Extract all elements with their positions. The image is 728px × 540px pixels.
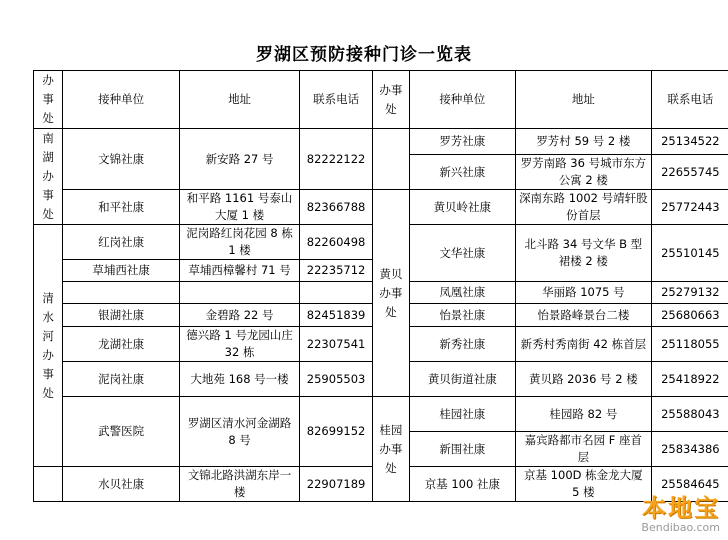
watermark-url: Bendibao.com [641, 521, 720, 534]
address-cell: 深南东路 1002 号靖轩股份首层 [516, 190, 652, 225]
clinic-table [33, 70, 728, 502]
district-cell: 清水河办事处 [34, 225, 63, 467]
phone-cell: 25772443 [651, 190, 728, 225]
address-cell: 文锦北路洪湖东岸一楼 [180, 467, 300, 502]
unit-cell: 红岗社康 [63, 225, 180, 260]
district-cell: 南湖办事处 [34, 129, 63, 225]
phone-cell: 22235712 [300, 260, 373, 282]
address-cell: 罗芳南路 36 号城市东方公寓 2 楼 [516, 155, 652, 190]
header-district: 办事处 [373, 71, 410, 129]
phone-cell: 25680663 [651, 304, 728, 327]
unit-cell: 新兴社康 [409, 155, 515, 190]
unit-cell: 桂园社康 [409, 397, 515, 432]
phone-cell: 25279132 [651, 282, 728, 304]
address-cell: 华丽路 1075 号 [516, 282, 652, 304]
phone-cell: 25418922 [651, 362, 728, 397]
phone-cell: 22907189 [300, 467, 373, 502]
watermark-logo: 本地宝 [642, 494, 720, 522]
phone-cell: 25584645 [651, 467, 728, 502]
unit-cell: 银湖社康 [63, 304, 180, 327]
address-cell: 嘉宾路都市名园 F 座首层 [516, 432, 652, 467]
unit-cell: 文华社康 [409, 225, 515, 282]
address-cell: 北斗路 34 号文华 B 型裙楼 2 楼 [516, 225, 652, 282]
unit-cell: 龙湖社康 [63, 327, 180, 362]
address-cell: 京基 100D 栋金龙大厦 5 楼 [516, 467, 652, 502]
unit-cell: 京基 100 社康 [409, 467, 515, 502]
district-cell: 黄贝办事处 [373, 190, 410, 397]
unit-cell: 文锦社康 [63, 129, 180, 190]
phone-cell: 82699152 [300, 397, 373, 467]
district-cell: 桂园办事处 [373, 397, 410, 502]
phone-cell: 25588043 [651, 397, 728, 432]
phone-cell: 25834386 [651, 432, 728, 467]
address-cell: 新秀村秀南街 42 栋首层 [516, 327, 652, 362]
unit-cell: 新秀社康 [409, 327, 515, 362]
address-cell: 怡景路峰景台二楼 [516, 304, 652, 327]
phone-cell: 25134522 [651, 129, 728, 155]
phone-cell: 25118055 [651, 327, 728, 362]
unit-cell: 和平社康 [63, 190, 180, 225]
unit-cell: 草埔西社康 [63, 260, 180, 282]
header-phone: 联系电话 [651, 71, 728, 129]
table-row [34, 397, 728, 432]
address-cell: 大地苑 168 号一楼 [180, 362, 300, 397]
phone-cell: 25905503 [300, 362, 373, 397]
unit-cell: 黄贝岭社康 [409, 190, 515, 225]
address-cell: 罗湖区清水河金湖路 8 号 [180, 397, 300, 467]
table-row [34, 190, 728, 225]
unit-cell: 水贝社康 [63, 467, 180, 502]
watermark [641, 488, 720, 534]
header-unit: 接种单位 [63, 71, 180, 129]
district-cell [34, 467, 63, 502]
address-cell: 桂园路 82 号 [516, 397, 652, 432]
unit-cell: 武警医院 [63, 397, 180, 467]
header-unit: 接种单位 [409, 71, 515, 129]
phone-cell: 82451839 [300, 304, 373, 327]
header-district: 办事处 [34, 71, 63, 129]
phone-cell: 22307541 [300, 327, 373, 362]
address-cell: 黄贝路 2036 号 2 楼 [516, 362, 652, 397]
phone-cell: 82260498 [300, 225, 373, 260]
phone-cell: 22655745 [651, 155, 728, 190]
phone-cell: 82366788 [300, 190, 373, 225]
table-row [34, 129, 728, 155]
address-cell: 草埔西樟馨村 71 号 [180, 260, 300, 282]
header-row [34, 71, 728, 129]
unit-cell: 怡景社康 [409, 304, 515, 327]
phone-cell [300, 282, 373, 304]
header-address: 地址 [180, 71, 300, 129]
unit-cell: 泥岗社康 [63, 362, 180, 397]
address-cell: 罗芳村 59 号 2 楼 [516, 129, 652, 155]
address-cell: 泥岗路红岗花园 8 栋 1 楼 [180, 225, 300, 260]
district-cell [373, 129, 410, 190]
unit-cell: 新围社康 [409, 432, 515, 467]
page-title: 罗湖区预防接种门诊一览表 [256, 45, 472, 65]
unit-cell: 罗芳社康 [409, 129, 515, 155]
address-cell [180, 282, 300, 304]
header-address: 地址 [516, 71, 652, 129]
unit-cell: 黄贝街道社康 [409, 362, 515, 397]
address-cell: 新安路 27 号 [180, 129, 300, 190]
unit-cell [63, 282, 180, 304]
phone-cell: 25510145 [651, 225, 728, 282]
address-cell: 金碧路 22 号 [180, 304, 300, 327]
phone-cell: 82222122 [300, 129, 373, 190]
address-cell: 德兴路 1 号龙园山庄 32 栋 [180, 327, 300, 362]
address-cell: 和平路 1161 号泰山大厦 1 楼 [180, 190, 300, 225]
header-phone: 联系电话 [300, 71, 373, 129]
unit-cell: 凤凰社康 [409, 282, 515, 304]
